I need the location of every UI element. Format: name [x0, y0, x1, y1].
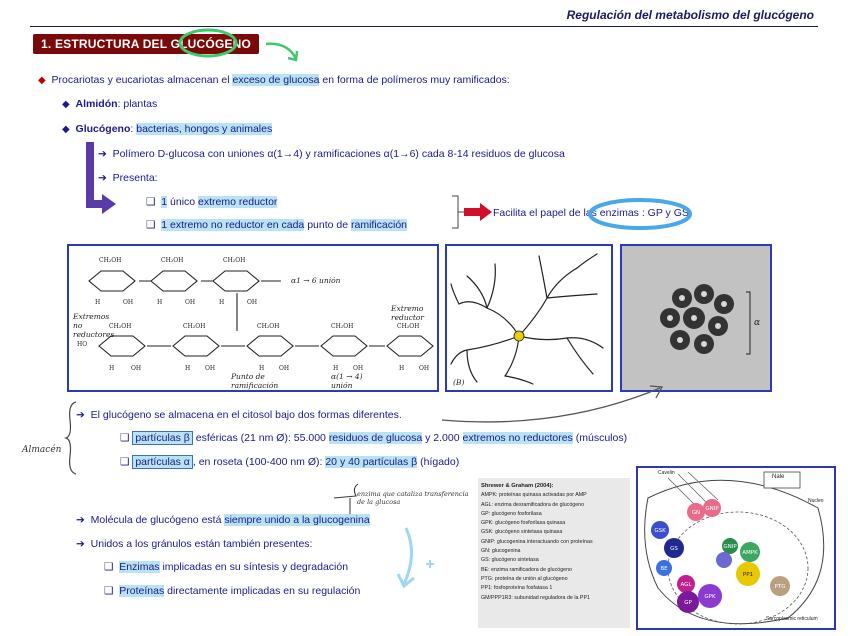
header-title: Regulación del metabolismo del glucógeno: [566, 8, 814, 22]
svg-text:OH: OH: [353, 365, 364, 372]
square-bullet-icon: ❑: [120, 432, 130, 444]
svg-text:PP1: PP1: [742, 572, 754, 578]
beta-highlight1: residuos de glucosa: [328, 432, 423, 444]
intro-highlight: exceso de glucosa: [232, 74, 320, 86]
beta-text3: (músculos): [572, 432, 628, 444]
glucose-rings-drawing: [69, 246, 437, 390]
svg-text:OH: OH: [247, 299, 258, 306]
diamond-bullet-icon: ◆: [62, 124, 70, 135]
diamond-bullet-icon: ◆: [38, 75, 46, 86]
svg-text:OH: OH: [123, 299, 134, 306]
legend-item: BE: enzima ramificadora de glucógeno: [481, 566, 572, 573]
svg-text:PTG: PTG: [774, 584, 786, 590]
square-bullet-icon: ❑: [104, 561, 114, 573]
nucleus-label: Nucleo: [808, 498, 824, 504]
molecula-pre: Molécula de glucógeno está: [90, 514, 225, 526]
legend-item: AGL: enzima desramificadora de glucógeno: [481, 501, 585, 508]
punto-ramificacion-label: Punto de ramificación: [231, 372, 279, 390]
almidon-label: Almidón: [75, 98, 118, 110]
hand-note: enzima que cataliza transferencia de la glucosa: [357, 490, 469, 506]
svg-text:CH₂OH: CH₂OH: [331, 323, 354, 330]
svg-text:GP: GP: [684, 600, 692, 606]
svg-text:AMPK: AMPK: [742, 550, 758, 556]
svg-text:CH₂OH: CH₂OH: [183, 323, 206, 330]
no-reductor-line: [146, 219, 407, 231]
svg-text:CH₂OH: CH₂OH: [223, 257, 246, 264]
legend-item: GM/PPP1R3: subunidad reguladora de la PP1: [481, 594, 590, 601]
proteinas-line: [104, 585, 360, 597]
legend-item: GPK: glucógeno fosforilasa quinasa: [481, 520, 566, 527]
legend-item: GP: glucógeno fosforilasa: [481, 510, 542, 517]
cell-drawing: [638, 468, 834, 628]
intro-post: en forma de polímeros muy ramificados:: [319, 74, 510, 86]
citosol-text: El glucógeno se almacena en el citosol bajo dos formas diferentes.: [90, 409, 402, 421]
svg-text:H: H: [95, 299, 101, 306]
almacen-note: Almacén: [22, 445, 62, 455]
arrow-bullet-icon: ➔: [98, 172, 107, 184]
square-bullet-icon: ❑: [146, 196, 156, 208]
glucogeno-line: [62, 123, 272, 135]
svg-text:GS: GS: [670, 546, 678, 552]
arrow-bullet-icon: ➔: [76, 514, 85, 526]
reductor-text: único: [167, 196, 199, 208]
sarco-label: Sarcoplasmic reticulum: [766, 616, 818, 622]
legend-item: PTG: proteína de unión al glucógeno: [481, 575, 568, 582]
micrograph-drawing: [622, 246, 770, 390]
svg-text:AGL: AGL: [680, 582, 692, 588]
unidos-line: [76, 538, 312, 550]
glucogeno-sep: :: [130, 123, 137, 135]
legend-item: PP1: fosfoproteína fosfatasa 1: [481, 585, 553, 592]
beta-label: partículas β: [132, 431, 192, 445]
branch-diagram: [445, 244, 613, 392]
legend-item: GN: glucogenina: [481, 548, 521, 555]
presenta-line: [98, 172, 158, 184]
svg-text:GSK: GSK: [654, 528, 666, 534]
glucogeno-label: Glucógeno: [75, 123, 131, 135]
reductor-line: [146, 196, 277, 208]
proteinas-text: directamente implicadas en su regulación: [164, 585, 361, 597]
no-reductor-highlight: 1 extremo no reductor en cada: [161, 219, 305, 231]
hand-annotation-icon: [178, 24, 318, 72]
svg-text:GN: GN: [691, 510, 701, 516]
svg-text:OH: OH: [185, 299, 196, 306]
legend-item: GSK: glucógeno sintetasa quinasa: [481, 529, 563, 536]
caveolin-label: Cavelin: [658, 470, 675, 476]
almidon-text: : plantas: [117, 98, 158, 110]
hand-arrow-icon: [392, 524, 442, 594]
svg-text:CH₂OH: CH₂OH: [397, 323, 420, 330]
svg-text:CH₂OH: CH₂OH: [109, 323, 132, 330]
square-bullet-icon: ❑: [120, 456, 130, 468]
svg-text:H: H: [219, 299, 225, 306]
svg-text:GPK: GPK: [704, 594, 716, 600]
presenta-text: Presenta:: [112, 172, 158, 184]
section-title: 1. ESTRUCTURA DEL GLUCÓGENO: [33, 34, 259, 54]
svg-text:H: H: [399, 365, 405, 372]
curved-arrow-icon: [440, 380, 680, 430]
legend-item: GS: glucógeno sintetasa: [481, 557, 539, 564]
nale-label: Nale: [772, 474, 785, 480]
svg-text:OH: OH: [279, 365, 290, 372]
extremos-no-reductores-label: Extremos no reductores: [73, 312, 115, 339]
b-label: (B): [453, 378, 465, 387]
unidos-text: Unidos a los gránulos están también presentes:: [90, 538, 313, 550]
arrow-bullet-icon: ➔: [76, 538, 85, 550]
glucogeno-text: bacterias, hongos y animales: [136, 123, 273, 135]
svg-text:H: H: [157, 299, 163, 306]
beta-line: [120, 432, 627, 444]
svg-text:CH₂OH: CH₂OH: [257, 323, 280, 330]
facilita-text: Facilita el papel de las enzimas : GP y GS: [493, 207, 689, 219]
svg-text:H: H: [185, 365, 191, 372]
legend-item: GNIP: glucogenina interactuando con proteínas: [481, 538, 593, 545]
legend-title: Shrewer & Graham (2004):: [481, 483, 554, 489]
svg-text:OH: OH: [205, 365, 216, 372]
no-reductor-highlight2: ramificación: [351, 219, 408, 231]
enzimas-line: [104, 561, 348, 573]
enzimas-highlight: Enzimas: [119, 561, 160, 573]
alpha-label: α: [754, 318, 761, 328]
polimero-line: [98, 148, 565, 160]
square-bullet-icon: ❑: [146, 219, 156, 231]
molecula-line: [76, 514, 370, 526]
citosol-line: [76, 409, 402, 421]
alpha-highlight1: 20 y 40 partículas β: [325, 456, 418, 468]
reductor-highlight: extremo reductor: [198, 196, 278, 208]
svg-text:CH₂OH: CH₂OH: [161, 257, 184, 264]
alpha-label-text: partículas α: [132, 455, 193, 469]
structure-diagram: [67, 244, 439, 392]
svg-text:GNIP: GNIP: [705, 506, 719, 512]
alpha-text2: (hígado): [417, 456, 460, 468]
intro-line: [38, 74, 510, 86]
polimero-text: Polímero D-glucosa con uniones α(1→4) y ramificaciones α(1→6) cada 8-14 residuos de glucosa: [112, 148, 565, 160]
micrograph-image: [620, 244, 772, 392]
hand-ellipse-icon: [586, 196, 694, 232]
legend-item: AMPK: proteínas quinasa activadas por AMP: [481, 492, 587, 499]
svg-text:H: H: [333, 365, 339, 372]
beta-text2: y 2.000: [422, 432, 463, 444]
svg-text:CH₂OH: CH₂OH: [99, 257, 122, 264]
enzimas-text: implicadas en su síntesis y degradación: [159, 561, 349, 573]
legend-list: [481, 482, 631, 603]
reductor-num: 1: [161, 196, 168, 208]
svg-text:BE: BE: [660, 566, 668, 572]
beta-highlight2: extremos no reductores: [462, 432, 573, 444]
alpha-text1: , en roseta (100-400 nm Ø):: [192, 456, 326, 468]
svg-text:OH: OH: [419, 365, 430, 372]
square-bullet-icon: ❑: [104, 585, 114, 597]
no-reductor-text: punto de: [304, 219, 351, 231]
header-rule: [30, 26, 818, 27]
svg-text:H: H: [109, 365, 115, 372]
arrow-bullet-icon: ➔: [98, 148, 107, 160]
arrow-bullet-icon: ➔: [76, 409, 85, 421]
diamond-bullet-icon: ◆: [62, 99, 70, 110]
svg-text:HO: HO: [77, 341, 88, 348]
bracket-arrow-icon: [450, 194, 494, 232]
molecula-highlight: siempre unido a la glucogenina: [224, 514, 370, 526]
branch-tree-drawing: [447, 246, 611, 390]
extremo-reductor-label: Extremo reductor: [391, 304, 424, 322]
union16-label: α1 → 6 unión: [291, 276, 341, 285]
intro-pre: Procariotas y eucariotas almacenan el: [51, 74, 233, 86]
union14-label: α(1 → 4) unión: [331, 372, 363, 390]
beta-text1: esféricas (21 nm Ø): 55.000: [192, 432, 329, 444]
svg-text:H: H: [259, 365, 265, 372]
alpha-line: [120, 456, 459, 468]
svg-text:GNIP: GNIP: [723, 544, 737, 550]
almidon-line: [62, 98, 157, 110]
cell-diagram: [636, 466, 836, 630]
svg-text:OH: OH: [131, 365, 142, 372]
proteinas-highlight: Proteínas: [119, 585, 165, 597]
